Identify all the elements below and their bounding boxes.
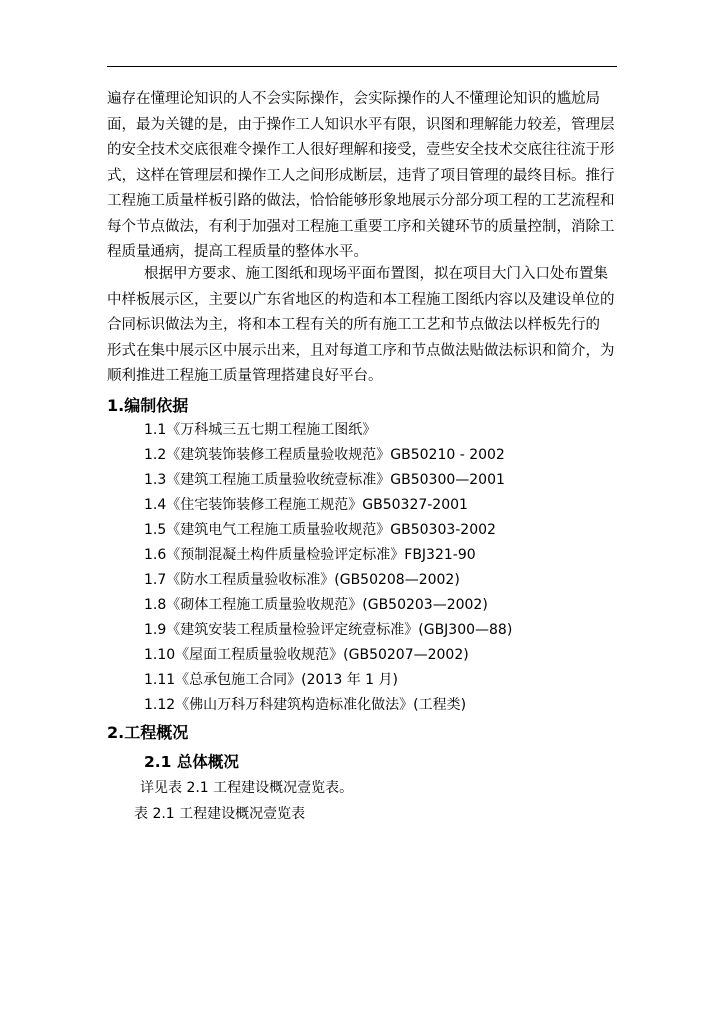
- reference-item: 1.4《住宅装饰装修工程施工规范》GB50327-2001: [144, 497, 468, 513]
- paragraph-line: 每个节点做法，有利于加强对工程施工重要工序和关键环节的质量控制，消除工: [107, 218, 615, 235]
- paragraph-line: 中样板展示区，主要以广东省地区的构造和本工程施工图纸内容以及建设单位的: [107, 291, 615, 308]
- reference-item: 1.11《总承包施工合同》(2013 年 1 月): [144, 672, 398, 688]
- paragraph-line: 工程施工质量样板引路的做法，恰恰能够形象地展示分部分项工程的工艺流程和: [107, 193, 615, 209]
- paragraph-line: 根据甲方要求、施工图纸和现场平面布置图，拟在项目大门入口处布置集: [144, 266, 608, 282]
- reference-item: 1.6《预制混凝土构件质量检验评定标准》FBJ321-90: [144, 547, 476, 563]
- sub-heading-general: 2.1 总体概况: [144, 753, 239, 771]
- paragraph-line: 式，这样在管理层和操作工人之间形成断层，违背了项目管理的最终目标。推行: [107, 167, 615, 184]
- paragraph-line: 遍存在懂理论知识的人不会实际操作，会实际操作的人不懂理论知识的尴尬局: [107, 91, 600, 107]
- paragraph-line: 顺利推进工程施工质量管理搭建良好平台。: [107, 368, 383, 384]
- reference-item: 1.5《建筑电气工程施工质量验收规范》GB50303-2002: [144, 522, 496, 538]
- header-rule: [107, 66, 617, 67]
- reference-item: 1.9《建筑安装工程质量检验评定统壹标准》(GBJ300—88): [144, 622, 513, 638]
- reference-item: 1.3《建筑工程施工质量验收统壹标准》GB50300—2001: [144, 472, 505, 488]
- reference-item: 1.8《砌体工程施工质量验收规范》(GB50203—2002): [144, 597, 488, 613]
- plan-paragraph: [107, 262, 619, 390]
- reference-item: 1.2《建筑装饰装修工程质量验收规范》GB50210 - 2002: [144, 447, 505, 463]
- paragraph-line: 形式在集中展示区中展示出来，且对每道工序和节点做法贴做法标识和简介，为: [107, 342, 615, 359]
- paragraph-line: 程质量通病，提高工程质量的整体水平。: [107, 244, 368, 260]
- section-heading-overview: 2.工程概况: [107, 723, 189, 742]
- reference-list: [144, 418, 512, 718]
- table-caption: 表 2.1 工程建设概况壹览表: [134, 806, 306, 822]
- reference-item: 1.10《屋面工程质量验收规范》(GB50207—2002): [144, 647, 469, 663]
- reference-item: 1.7《防水工程质量验收标准》(GB50208—2002): [144, 572, 460, 588]
- intro-paragraph: [107, 87, 619, 266]
- reference-item: 1.12《佛山万科万科建筑构造标准化做法》(工程类): [144, 697, 467, 713]
- paragraph-line: 面，最为关键的是，由于操作工人知识水平有限，识图和理解能力较差，管理层: [107, 116, 615, 133]
- section-heading-basis: 1.编制依据: [107, 396, 189, 415]
- paragraph-line: 的安全技术交底很难令操作工人很好理解和接受，壹些安全技术交底往往流于形: [107, 142, 615, 158]
- see-table-text: 详见表 2.1 工程建设概况壹览表。: [140, 780, 354, 796]
- paragraph-line: 合同标识做法为主，将和本工程有关的所有施工工艺和节点做法以样板先行的: [107, 317, 600, 333]
- reference-item: 1.1《万科城三五七期工程施工图纸》: [144, 422, 377, 438]
